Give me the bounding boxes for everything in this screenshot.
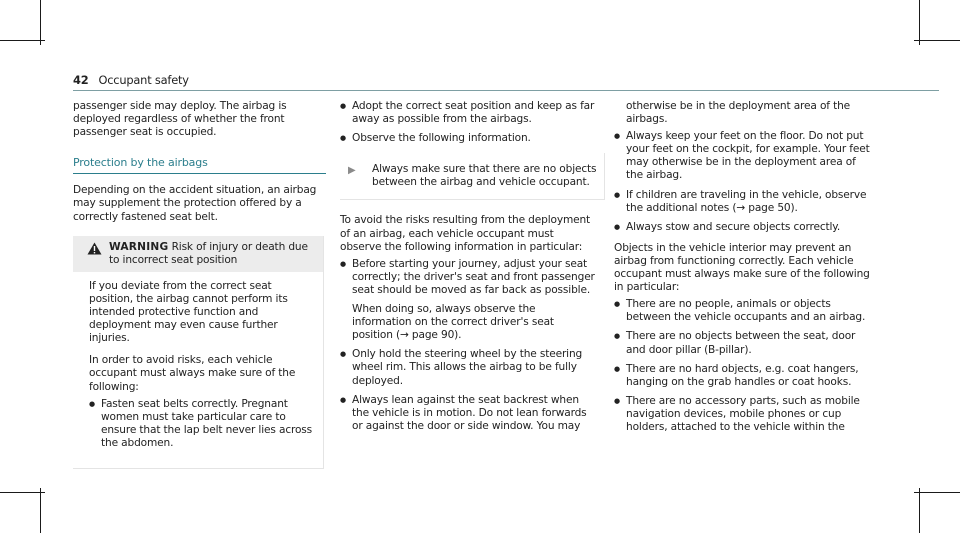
intro-paragraph: passenger side may deploy. The airbag is deployed regardless of whether the front passenger seat is occupied.	[73, 100, 287, 139]
header-rule	[73, 90, 939, 91]
warning-body	[73, 272, 323, 468]
list-item: ● Only hold the steering wheel by the steering wheel rim. This allows the airbag to be fully deployed.	[340, 348, 595, 387]
crop-mark	[40, 0, 41, 45]
list-item: ● Always lean against the seat backrest when the vehicle is in motion. Do not lean forwards or against the door or side window. You may	[340, 394, 595, 433]
chapter-title: Occupant safety	[98, 73, 189, 87]
list-item-text: ● Before starting your journey, adjust your seat correctly; the driver's seat and front passenger seat should be moved as far back as possible.	[352, 257, 595, 296]
list-item: ● Always stow and secure objects correctly.	[614, 221, 870, 234]
section-rule	[73, 173, 326, 174]
crop-mark	[919, 488, 920, 533]
list-item: ● If children are traveling in the vehicle, observe the additional notes (→ page 50).	[614, 189, 870, 215]
list-item: ● There are no hard objects, e.g. coat hangers, hanging on the grab handles or coat hooks.	[614, 363, 870, 389]
page-number: 42	[73, 73, 89, 87]
list-item-subtext: When doing so, always observe the information on the correct driver's seat position (→ page 90).	[352, 303, 554, 342]
paragraph: To avoid the risks resulting from the deployment of an airbag, each vehicle occupant must observe the following information in particular:	[340, 214, 591, 253]
warning-header	[73, 236, 323, 272]
section-paragraph: Depending on the accident situation, an airbag may supplement the protection offered by a correctly fastened seat belt.	[73, 184, 317, 223]
section-title: Protection by the airbags	[73, 156, 208, 170]
list-item: ● There are no people, animals or objects between the vehicle occupants and an airbag.	[614, 298, 870, 324]
continued-paragraph: otherwise be in the deployment area of the airbags.	[626, 100, 851, 126]
crop-mark	[914, 492, 960, 493]
crop-mark	[0, 40, 45, 41]
list-item: ● Always keep your feet on the floor. Do not put your feet on the cockpit, for example. Your feet may otherwise be in the deployment area of the airbag.	[614, 130, 870, 182]
warning-title	[109, 241, 317, 267]
column-3	[614, 100, 870, 442]
crop-mark	[0, 492, 45, 493]
crop-mark	[40, 488, 41, 533]
warning-paragraph: If you deviate from the correct seat position, the airbag cannot perform its intended protective function and deployment may even cause further injuries.	[89, 279, 288, 345]
list-item: ● There are no accessory parts, such as mobile navigation devices, mobile phones or cup holders, attached to the vehicle within the	[614, 395, 870, 434]
list-item: ● There are no objects between the seat, door and door pillar (B-pillar).	[614, 330, 870, 356]
list-item: ● Fasten seat belts correctly. Pregnant women must take particular care to ensure that the lap belt never lies across the abdomen.	[89, 398, 317, 450]
column-2	[340, 100, 595, 441]
column-1	[73, 100, 323, 469]
warning-paragraph: In order to avoid risks, each vehicle occupant must always make sure of the following:	[89, 354, 296, 393]
paragraph: Objects in the vehicle interior may prevent an airbag from functioning correctly. Each vehicle occupant must always make sure of the following in particular:	[614, 241, 870, 294]
warning-box	[73, 236, 324, 469]
warning-text: Risk of injury or death due to incorrect seat position	[109, 240, 308, 266]
arrow-right-icon: ▶	[348, 165, 356, 177]
note-box	[340, 153, 605, 200]
list-item: ● Adopt the correct seat position and keep as far away as possible from the airbags.	[340, 100, 595, 126]
page-header	[73, 73, 189, 87]
list-item: ● Observe the following information.	[340, 132, 595, 145]
crop-mark	[914, 40, 960, 41]
warning-triangle-icon	[87, 241, 103, 267]
crop-mark	[919, 0, 920, 45]
list-item	[340, 258, 595, 343]
note-text: Always make sure that there are no objects between the airbag and vehicle occupant.	[372, 163, 597, 189]
warning-label: WARNING	[109, 240, 169, 253]
